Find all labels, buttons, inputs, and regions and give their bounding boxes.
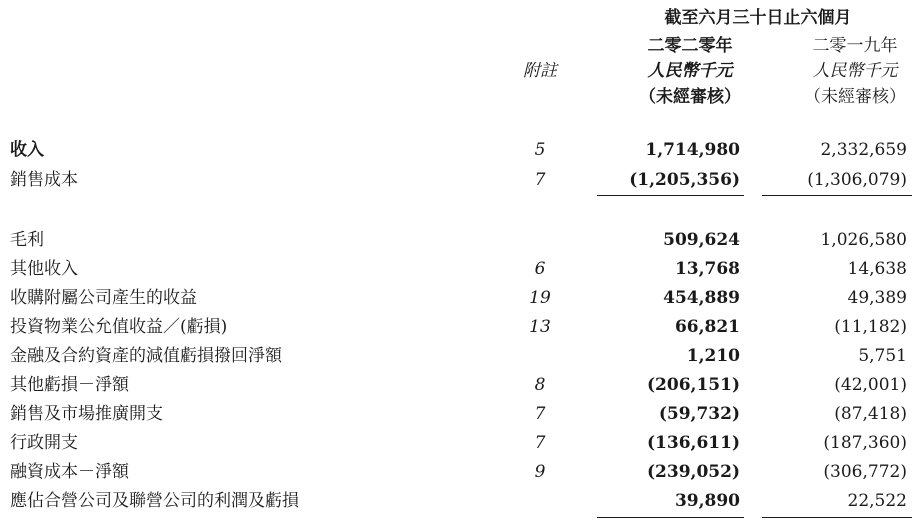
row-label: 毛利 [10, 230, 44, 250]
col-2020-audit: （未經審核） [639, 87, 741, 107]
row-value-2019: (42,001) [834, 375, 907, 395]
row-note: 13 [529, 317, 551, 337]
col-2019-currency: 人民幣千元 [812, 61, 898, 81]
row-value-2019: 2,332,659 [820, 140, 907, 160]
period-heading: 截至六月三十日止六個月 [664, 8, 852, 28]
row-note: 7 [534, 170, 546, 190]
row-value-2020: (59,732) [658, 404, 740, 424]
row-value-2020: 13,768 [674, 259, 740, 279]
row-label: 銷售成本 [10, 170, 78, 190]
table-row [0, 315, 921, 339]
row-value-2020: 66,821 [674, 317, 740, 337]
row-label: 其他收入 [10, 259, 78, 279]
row-note: 7 [534, 404, 546, 424]
table-row [0, 138, 921, 162]
row-label: 收購附屬公司產生的收益 [10, 288, 197, 308]
row-value-2019: (187,360) [823, 433, 907, 453]
table-row [0, 286, 921, 310]
table-row [0, 489, 921, 513]
row-label: 行政開支 [10, 433, 78, 453]
row-label: 金融及合約資產的減值虧損撥回淨額 [10, 346, 282, 366]
row-value-2020: 509,624 [663, 230, 740, 250]
row-value-2020: 1,714,980 [645, 140, 740, 160]
row-value-2020: 1,210 [686, 346, 740, 366]
table-row [0, 431, 921, 455]
row-value-2019: 14,638 [847, 259, 907, 279]
row-value-2019: 22,522 [847, 491, 907, 511]
table-row [0, 402, 921, 426]
row-label: 應佔合營公司及聯營公司的利潤及虧損 [10, 491, 299, 511]
row-value-2020: (239,052) [647, 462, 740, 482]
row-label: 融資成本－淨額 [10, 462, 129, 482]
subtotal-rule-2020-bottom [597, 517, 744, 518]
table-row [0, 460, 921, 484]
row-value-2019: 5,751 [858, 346, 907, 366]
note-column-heading: 附註 [523, 61, 557, 81]
row-note: 19 [529, 288, 551, 308]
row-value-2019: (1,306,079) [807, 170, 907, 190]
row-value-2019: (306,772) [823, 462, 907, 482]
row-value-2019: 49,389 [847, 288, 907, 308]
table-row [0, 168, 921, 192]
row-value-2020: (206,151) [647, 375, 740, 395]
row-label: 投資物業公允值收益／(虧損) [10, 317, 228, 337]
row-value-2019: 1,026,580 [820, 230, 907, 250]
col-2020-year: 二零二零年 [647, 36, 733, 56]
row-label: 其他虧損－淨額 [10, 375, 129, 395]
row-note: 7 [534, 433, 546, 453]
row-note: 9 [534, 462, 546, 482]
col-2019-audit: （未經審核） [804, 87, 906, 107]
subtotal-rule-2019-bottom [762, 517, 912, 518]
table-row [0, 228, 921, 252]
row-value-2020: 39,890 [674, 491, 740, 511]
row-value-2019: (11,182) [834, 317, 907, 337]
row-value-2020: (1,205,356) [629, 170, 740, 190]
row-value-2020: (136,611) [647, 433, 740, 453]
subtotal-rule-2019 [762, 195, 912, 196]
table-row [0, 344, 921, 368]
table-row [0, 257, 921, 281]
row-note: 8 [534, 375, 546, 395]
col-2020-currency: 人民幣千元 [647, 61, 733, 81]
col-2019-year: 二零一九年 [812, 36, 898, 56]
row-value-2019: (87,418) [834, 404, 907, 424]
row-note: 5 [534, 140, 546, 160]
row-note: 6 [534, 259, 546, 279]
table-row [0, 373, 921, 397]
row-label: 收入 [10, 140, 44, 160]
subtotal-rule-2020 [597, 195, 744, 196]
row-label: 銷售及市場推廣開支 [10, 404, 163, 424]
row-value-2020: 454,889 [663, 288, 740, 308]
